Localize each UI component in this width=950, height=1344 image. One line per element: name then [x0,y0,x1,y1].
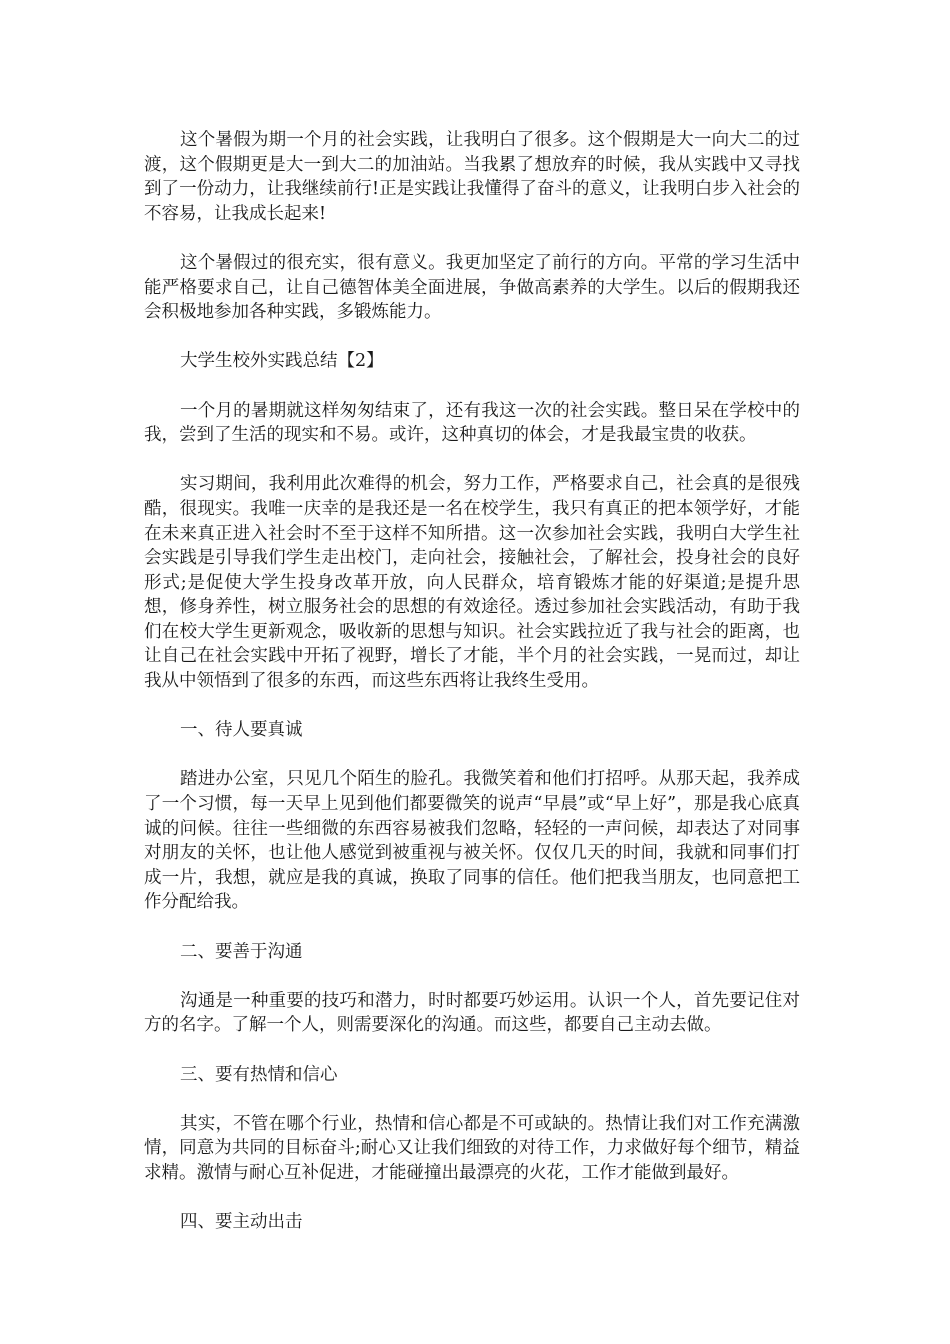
paragraph: 踏进办公室，只见几个陌生的脸孔。我微笑着和他们打招呼。从那天起，我养成了一个习惯，每一天早上见到他们都要微笑的说声“早晨”或“早上好”，那是我心底真诚的问候。往往一些细微的东西容易被我们忽略，轻轻的一声问候，却表达了对同事对朋友的关怀，也让他人感觉到被重视与被关怀。仅仅几天的时间，我就和同事们打成一片，我想，就应是我的真诚，换取了同事的信任。他们把我当朋友，也同意把工作分配给我。 [144,769,800,913]
section-heading: 三、要有热情和信心 [180,1064,338,1085]
paragraph: 实习期间，我利用此次难得的机会，努力工作，严格要求自己，社会真的是很残酷，很现实。我唯一庆幸的是我还是一名在校学生，我只有真正的把本领学好，才能在未来真正进入社会时不至于这样不知所措。这一次参加社会实践，我明白大学生社会实践是引导我们学生走出校门，走向社会，接触社会，了解社会，投身社会的良好形式;是促使大学生投身改革开放，向人民群众，培育锻炼才能的好渠道;是提升思想，修身养性，树立服务社会的思想的有效途径。透过参加社会实践活动，有助于我们在校大学生更新观念，吸收新的思想与知识。社会实践拉近了我与社会的距离，也让自己在社会实践中开拓了视野，增长了才能，半个月的社会实践，一晃而过，却让我从中领悟到了很多的东西，而这些东西将让我终生受用。 [144,474,800,692]
section-heading: 四、要主动出击 [180,1212,303,1233]
paragraph: 这个暑假为期一个月的社会实践，让我明白了很多。这个假期是大一向大二的过渡，这个假期更是大一到大二的加油站。当我累了想放弃的时候，我从实践中又寻找到了一份动力，让我继续前行!正是实践让我懂得了奋斗的意义，让我明白步入社会的不容易，让我成长起来! [144,130,800,224]
document-page [144,128,800,1259]
section-title: 大学生校外实践总结【2】 [180,351,384,372]
section-heading: 一、待人要真诚 [180,720,303,741]
paragraph: 沟通是一种重要的技巧和潜力，时时都要巧妙运用。认识一个人，首先要记住对方的名字。了解一个人，则需要深化的沟通。而这些，都要自己主动去做。 [144,990,800,1036]
section-heading: 二、要善于沟通 [180,941,303,962]
paragraph: 一个月的暑期就这样匆匆结束了，还有我这一次的社会实践。整日呆在学校中的我，尝到了生活的现实和不易。或许，这种真切的体会，才是我最宝贵的收获。 [144,400,800,446]
paragraph: 这个暑假过的很充实，很有意义。我更加坚定了前行的方向。平常的学习生活中能严格要求自己，让自己德智体美全面进展，争做高素养的大学生。以后的假期我还会积极地参加各种实践，多锻炼能力。 [144,252,800,323]
paragraph: 其实，不管在哪个行业，热情和信心都是不可或缺的。热情让我们对工作充满激情，同意为共同的目标奋斗;耐心又让我们细致的对待工作，力求做好每个细节，精益求精。激情与耐心互补促进，才能碰撞出最漂亮的火花，工作才能做到最好。 [144,1113,800,1183]
